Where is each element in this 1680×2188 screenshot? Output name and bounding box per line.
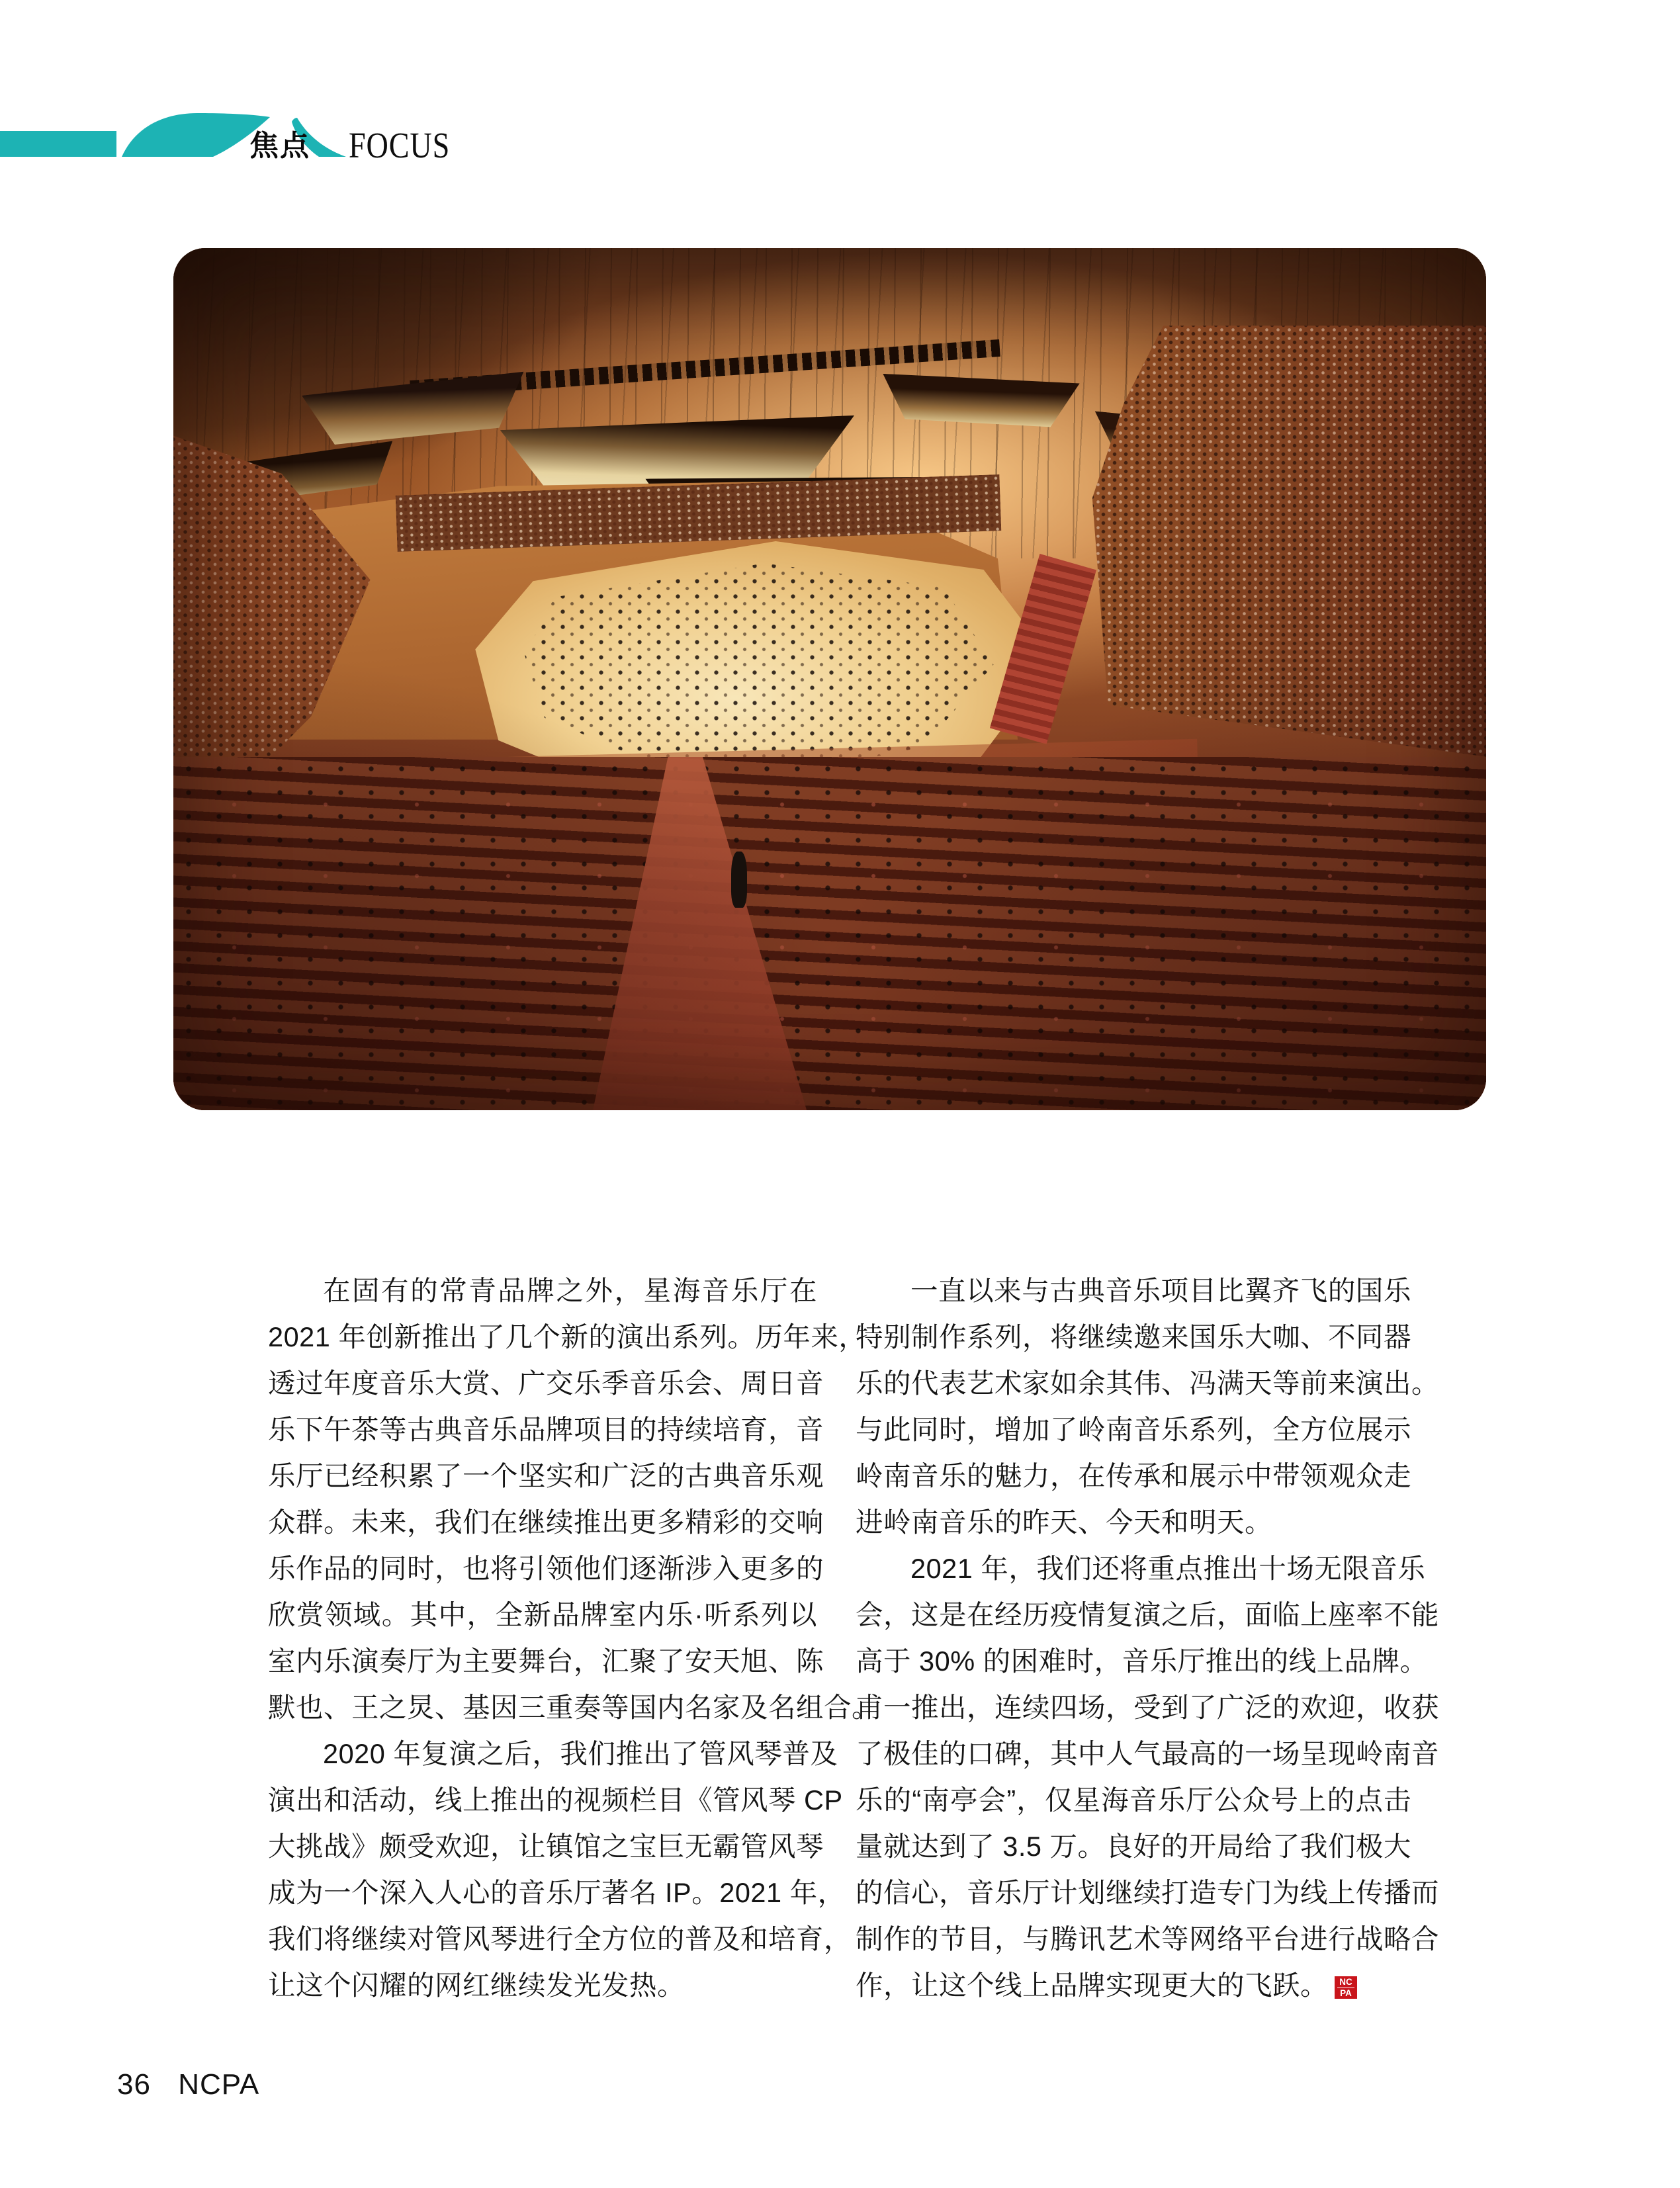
text-line: 我们将继续对管风琴进行全方位的普及和培育， xyxy=(268,1923,852,1954)
text-line: 乐的“南亭会”，仅星海音乐厅公众号上的点击 xyxy=(856,1784,1411,1816)
text-column-right xyxy=(856,1268,1440,2009)
text-line: 2021 年，我们还将重点推出十场无限音乐 xyxy=(910,1553,1426,1584)
section-title-en: FOCUS xyxy=(349,125,451,165)
text-line: 的信心，音乐厅计划继续打造专门为线上传播而 xyxy=(856,1877,1440,1908)
text-line: 大挑战》颇受欢迎，让镇馆之宝巨无霸管风琴 xyxy=(268,1831,824,1862)
text-line: 让这个闪耀的网红继续发光发热。 xyxy=(268,1970,685,2001)
text-line: 成为一个深入人心的音乐厅著名 IP。2021 年， xyxy=(268,1877,846,1908)
photo-vignette xyxy=(173,248,1486,1110)
text-line: 进岭南音乐的昨天、今天和明天。 xyxy=(856,1507,1273,1538)
text-line: 高于 30% 的困难时，音乐厅推出的线上品牌。 xyxy=(856,1645,1428,1677)
text-line: 了极佳的口碑，其中人气最高的一场呈现岭南音 xyxy=(856,1738,1440,1769)
ncpa-end-mark: $\frac{NC}{PA}$ xyxy=(1335,1976,1357,1999)
page-folio xyxy=(117,2068,259,2101)
text-line: 与此同时，增加了岭南音乐系列，全方位展示 xyxy=(856,1414,1412,1445)
text-line: 岭南音乐的魅力，在传承和展示中带领观众走 xyxy=(856,1460,1412,1491)
text-column-left xyxy=(268,1268,880,2009)
header-big-swoosh xyxy=(122,113,270,157)
brand-label: NCPA xyxy=(178,2068,260,2101)
text-line: 作，让这个线上品牌实现更大的飞跃。 $\frac{NC}{PA}$ xyxy=(856,1962,1411,2009)
text-line: 量就达到了 3.5 万。良好的开局给了我们极大 xyxy=(856,1831,1411,1862)
text-line: 透过年度音乐大赏、广交乐季音乐会、周日音 xyxy=(268,1368,824,1399)
text-line: 2020 年复演之后，我们推出了管风琴普及 xyxy=(323,1738,838,1769)
text-line: 乐的代表艺术家如余其伟、冯满天等前来演出。 xyxy=(856,1368,1440,1399)
text-line: 众群。未来，我们在继续推出更多精彩的交响 xyxy=(268,1507,824,1538)
text-line: 欣赏领域。其中，全新品牌室内乐·听系列以 xyxy=(268,1599,817,1630)
text-line: 制作的节目，与腾讯艺术等网络平台进行战略合 xyxy=(856,1923,1440,1954)
text-line: 会，这是在经历疫情复演之后，面临上座率不能 xyxy=(856,1599,1440,1630)
text-line: 甫一推出，连续四场，受到了广泛的欢迎，收获 xyxy=(856,1692,1440,1723)
text-line: 默也、王之炅、基因三重奏等国内名家及名组合。 xyxy=(268,1692,880,1723)
text-line: 一直以来与古典音乐项目比翼齐飞的国乐 xyxy=(910,1275,1411,1306)
section-title-zh: 焦点 xyxy=(249,130,310,162)
page-number: 36 xyxy=(117,2068,151,2101)
text-line: 2021 年创新推出了几个新的演出系列。历年来， xyxy=(268,1321,867,1352)
text-line: 室内乐演奏厅为主要舞台，汇聚了安天旭、陈 xyxy=(268,1645,824,1677)
text-line: 特别制作系列，将继续邀来国乐大咖、不同器 xyxy=(856,1321,1412,1352)
text-line: 乐作品的同时，也将引领他们逐渐涉入更多的 xyxy=(268,1553,824,1584)
text-line: 在固有的常青品牌之外，星海音乐厅在 xyxy=(323,1275,817,1306)
text-line: 乐下午茶等古典音乐品牌项目的持续培育，音 xyxy=(268,1414,824,1445)
header-bar xyxy=(0,131,116,157)
text-line: 演出和活动，线上推出的视频栏目《管风琴 CP xyxy=(268,1784,843,1816)
text-line: 乐厅已经积累了一个坚实和广泛的古典音乐观 xyxy=(268,1460,824,1491)
concert-hall-photo xyxy=(173,248,1486,1110)
